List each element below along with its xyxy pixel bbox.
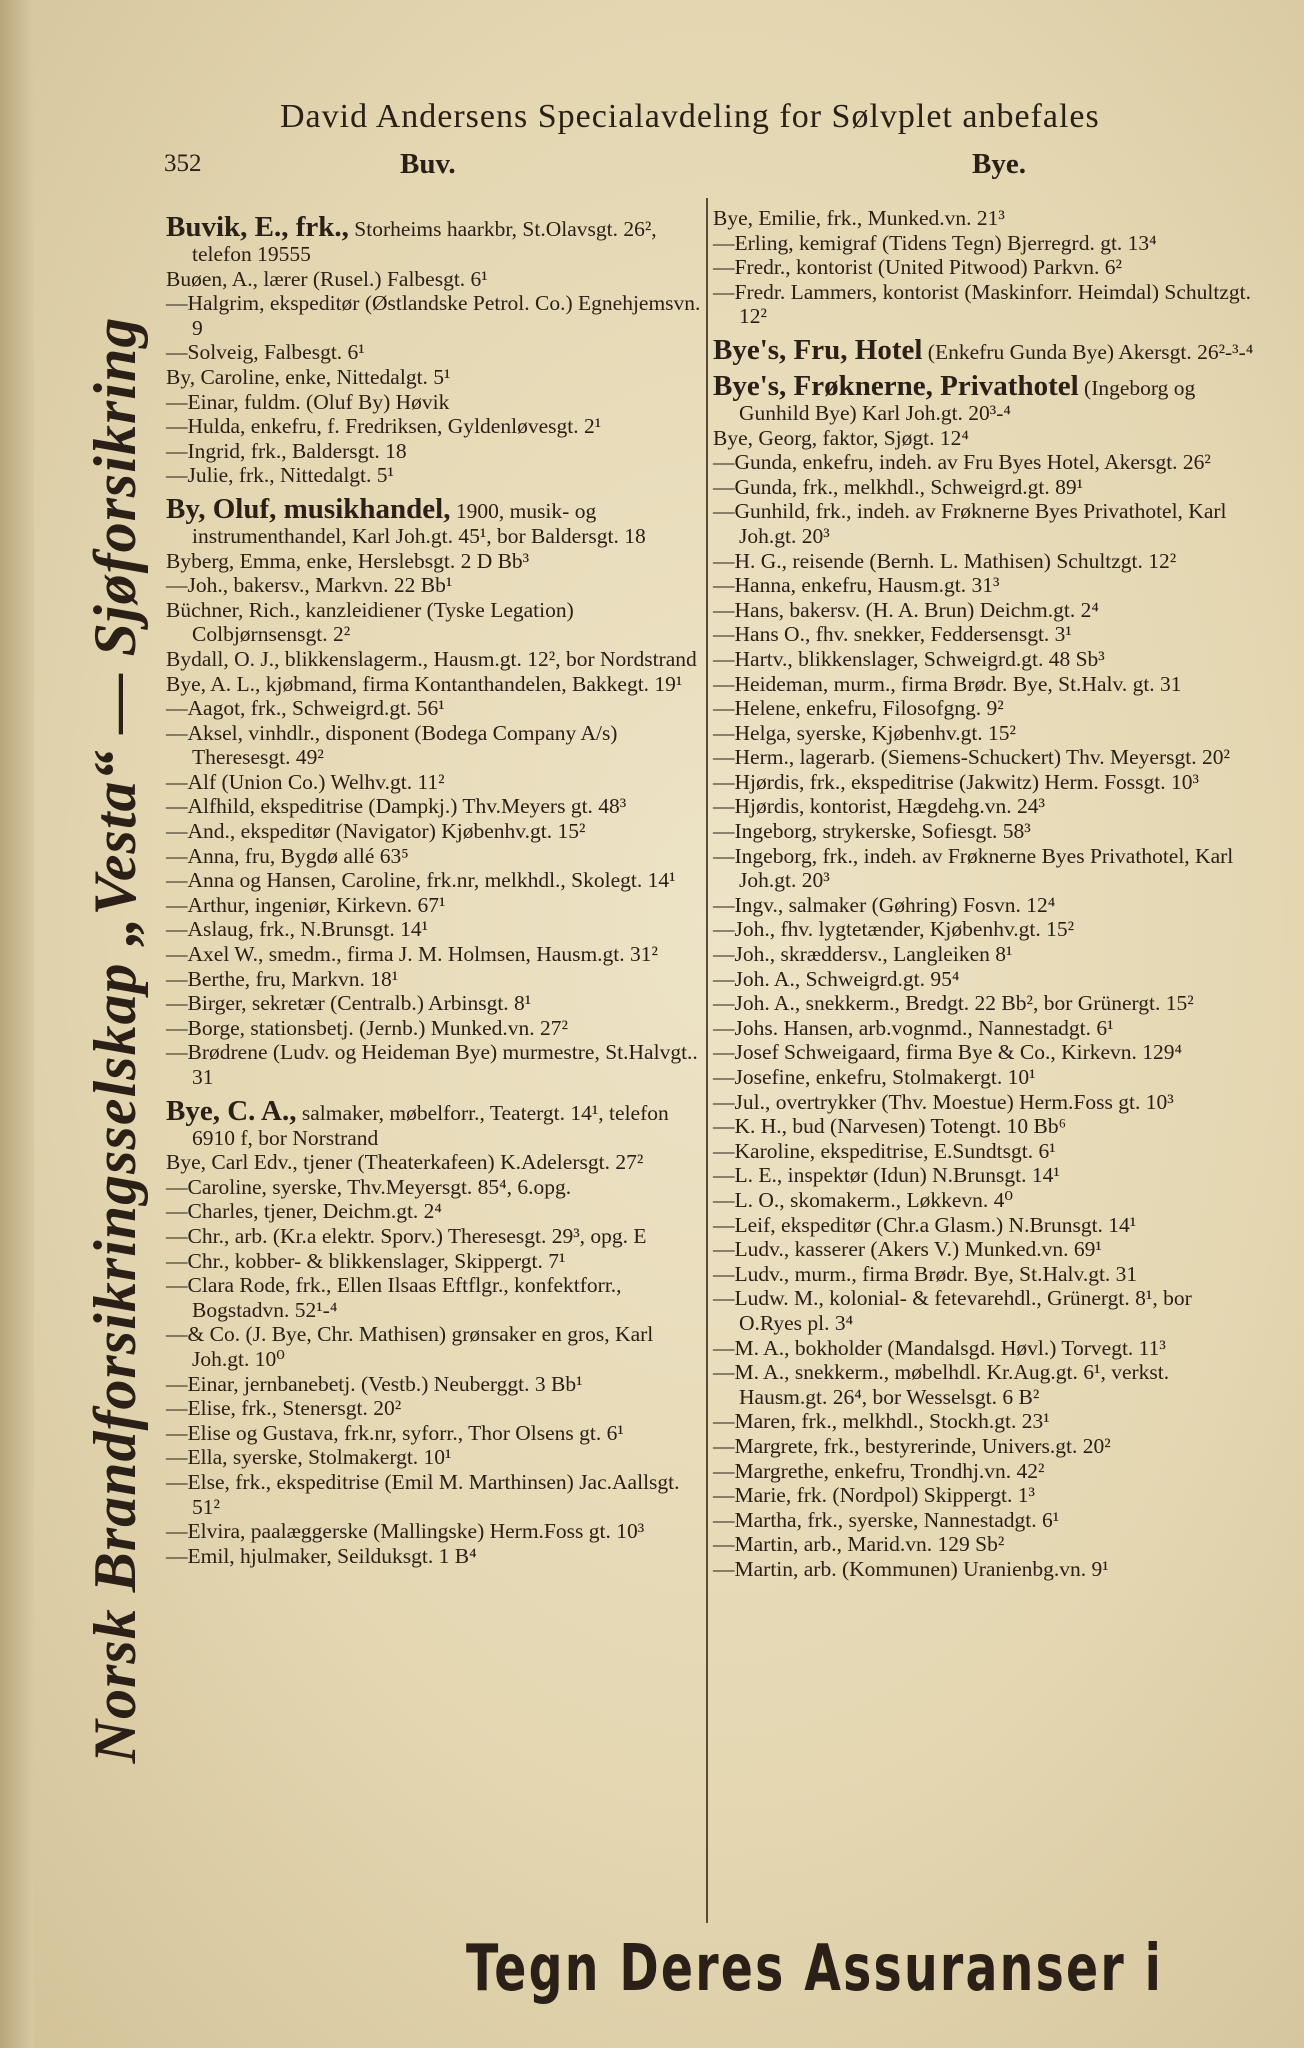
entry-text: (Ingeborg og Gunhild Bye) Karl Joh.gt. 20³-⁴ bbox=[739, 375, 1196, 425]
directory-entry bbox=[713, 794, 1258, 819]
directory-entry bbox=[713, 206, 1258, 231]
directory-entry bbox=[713, 819, 1258, 844]
entry-text: Bye, Emilie, frk., Munked.vn. 21³ bbox=[713, 206, 1005, 230]
directory-entry bbox=[166, 1150, 711, 1175]
entry-name: Bye, C. A., bbox=[166, 1094, 297, 1127]
directory-entry bbox=[713, 1163, 1258, 1188]
entry-text: —Arthur, ingeniør, Kirkevn. 67¹ bbox=[166, 892, 446, 917]
entry-text: —Hans, bakersv. (H. A. Brun) Deichm.gt. 2⁴ bbox=[713, 597, 1099, 622]
entry-text: —Borge, stationsbetj. (Jernb.) Munked.vn. 27² bbox=[166, 1015, 568, 1040]
entry-text: —Joh. A., snekkerm., Bredgt. 22 Bb², bor Grünergt. 15² bbox=[713, 991, 1194, 1016]
entry-text: —Chr., arb. (Kr.a elektr. Sporv.) Theresesgt. 29³, opg. E bbox=[166, 1223, 647, 1248]
directory-entry bbox=[166, 1322, 711, 1371]
entry-text: —Ingrid, frk., Baldersgt. 18 bbox=[166, 438, 407, 463]
directory-entry bbox=[713, 1188, 1258, 1213]
entry-text: —Johs. Hansen, arb.vognmd., Nannestadgt. 6¹ bbox=[713, 1015, 1114, 1040]
entry-text: —Ingv., salmaker (Gøhring) Fosvn. 12⁴ bbox=[713, 892, 1056, 917]
entry-text: 1900, musik- og instrumenthandel, Karl Joh.gt. 45¹, bor Baldersgt. 18 bbox=[192, 498, 646, 548]
entry-text: —Josefine, enkefru, Stolmakergt. 10¹ bbox=[713, 1065, 1036, 1089]
entry-text: —Else, frk., ekspeditrise (Emil M. Marthinsen) Jac.Aallsgt. 51² bbox=[166, 1469, 680, 1519]
directory-entry bbox=[713, 280, 1258, 329]
directory-entry bbox=[166, 414, 711, 439]
entry-text: —M. A., bokholder (Mandalsgd. Høvl.) Torvegt. 11³ bbox=[713, 1335, 1166, 1360]
directory-entry bbox=[713, 549, 1258, 574]
page-number: 352 bbox=[164, 150, 202, 177]
entry-text: Bye, Carl Edv., tjener (Theaterkafeen) K.Adelersgt. 27² bbox=[166, 1150, 644, 1175]
directory-entry bbox=[166, 573, 711, 598]
directory-entry bbox=[713, 967, 1258, 992]
entry-text: —Ingeborg, strykerske, Sofiesgt. 58³ bbox=[713, 819, 1031, 844]
directory-entry bbox=[713, 1508, 1258, 1533]
directory-entry bbox=[166, 1224, 711, 1249]
entry-text: —Alfhild, ekspeditrise (Dampkj.) Thv.Meyers gt. 48³ bbox=[166, 794, 627, 819]
entry-text: —Clara Rode, frk., Ellen Ilsaas Eftflgr., konfektforr., Bogstadvn. 52¹-⁴ bbox=[166, 1273, 622, 1322]
entry-text: —Elise, frk., Stenersgt. 20² bbox=[166, 1396, 402, 1421]
directory-entry bbox=[713, 622, 1258, 647]
entry-text: —Herm., lagerarb. (Siemens-Schuckert) Thv. Meyersgt. 20² bbox=[713, 745, 1230, 770]
directory-entry bbox=[713, 1090, 1258, 1115]
directory-entry bbox=[166, 365, 711, 390]
directory-entry bbox=[713, 1532, 1258, 1557]
entry-text: —Hartv., blikkenslager, Schweigrd.gt. 48 Sb³ bbox=[713, 646, 1105, 671]
directory-entry bbox=[166, 991, 711, 1016]
entry-text: Storheims haarkbr, St.Olavsgt. 26², telefon 19555 bbox=[192, 217, 657, 266]
directory-entry bbox=[166, 291, 711, 340]
entry-text: —Gunda, enkefru, indeh. av Fru Byes Hotel, Akersgt. 26² bbox=[713, 450, 1211, 475]
directory-entry bbox=[713, 573, 1258, 598]
directory-entry bbox=[713, 1065, 1258, 1090]
directory-entry bbox=[713, 1114, 1258, 1139]
directory-entry bbox=[713, 255, 1258, 280]
directory-entry bbox=[166, 868, 711, 893]
directory-entry bbox=[713, 598, 1258, 623]
entry-text: —Aagot, frk., Schweigrd.gt. 56¹ bbox=[166, 696, 445, 721]
directory-entry bbox=[166, 1273, 711, 1322]
entry-text: —Alf (Union Co.) Welhv.gt. 11² bbox=[166, 769, 445, 794]
directory-entry bbox=[166, 819, 711, 844]
entry-text: —Ludw. M., kolonial- & fetevarehdl., Grünergt. 8¹, bor O.Ryes pl. 3⁴ bbox=[713, 1286, 1192, 1335]
directory-entry bbox=[713, 991, 1258, 1016]
directory-entry bbox=[166, 439, 711, 464]
directory-entry bbox=[166, 770, 711, 795]
directory-entry bbox=[713, 1434, 1258, 1459]
entry-text: Bydall, O. J., blikkenslagerm., Hausm.gt. 12², bor Nordstrand bbox=[166, 646, 697, 671]
directory-entry bbox=[166, 1199, 711, 1224]
directory-entry bbox=[713, 1360, 1258, 1409]
entry-text: —Elvira, paalæggerske (Mallingske) Herm.Foss gt. 10³ bbox=[166, 1519, 645, 1544]
right-column-heading: Bye. bbox=[972, 148, 1026, 180]
directory-entry bbox=[713, 1262, 1258, 1287]
page-edge bbox=[0, 0, 34, 2048]
entry-name: Bye's, Fru, Hotel bbox=[713, 333, 923, 366]
entry-text: (Enkefru Gunda Bye) Akersgt. 26²-³-⁴ bbox=[922, 339, 1254, 364]
directory-entry bbox=[713, 1139, 1258, 1164]
directory-entry bbox=[166, 494, 711, 549]
directory-entry bbox=[713, 917, 1258, 942]
directory-entry bbox=[713, 893, 1258, 918]
entry-text: —H. G., reisende (Bernh. L. Mathisen) Schultzgt. 12² bbox=[713, 548, 1177, 573]
directory-entry bbox=[713, 1557, 1258, 1582]
directory-entry bbox=[713, 371, 1258, 426]
entry-text: —Charles, tjener, Deichm.gt. 2⁴ bbox=[166, 1199, 442, 1224]
entry-text: Bye, Georg, faktor, Sjøgt. 12⁴ bbox=[713, 425, 969, 450]
entry-text: —Gunda, frk., melkhdl., Schweigrd.gt. 89¹ bbox=[713, 474, 1084, 499]
entry-text: —Brødrene (Ludv. og Heideman Bye) murmestre, St.Halvgt.. 31 bbox=[166, 1040, 698, 1089]
directory-entry bbox=[166, 463, 711, 488]
directory-entry bbox=[166, 1175, 711, 1200]
directory-entry bbox=[713, 426, 1258, 451]
entry-text: Bye, A. L., kjøbmand, firma Kontanthandelen, Bakkegt. 19¹ bbox=[166, 671, 683, 696]
entry-text: —Heideman, murm., firma Brødr. Bye, St.Halv. gt. 31 bbox=[713, 671, 1182, 696]
header-banner: David Andersens Specialavdeling for Sølvplet anbefales bbox=[280, 98, 1100, 135]
directory-entry bbox=[713, 475, 1258, 500]
entry-text: —Caroline, syerske, Thv.Meyersgt. 85⁴, 6.opg. bbox=[166, 1174, 572, 1199]
entry-name: Buvik, E., frk., bbox=[166, 211, 349, 243]
directory-entry bbox=[166, 340, 711, 365]
entry-text: —Halgrim, ekspeditør (Østlandske Petrol. Co.) Egnehjemsvn. 9 bbox=[166, 291, 701, 340]
directory-entry bbox=[166, 1372, 711, 1397]
entry-text: —L. O., skomakerm., Løkkevn. 4⁰ bbox=[713, 1187, 1014, 1212]
directory-entry bbox=[166, 598, 711, 647]
entry-text: —Marie, frk. (Nordpol) Skippergt. 1³ bbox=[713, 1483, 1035, 1508]
entry-text: —Julie, frk., Nittedalgt. 5¹ bbox=[166, 463, 394, 488]
directory-entry bbox=[713, 721, 1258, 746]
directory-entry bbox=[166, 1016, 711, 1041]
entry-text: —Hanna, enkefru, Hausm.gt. 31³ bbox=[713, 573, 1000, 598]
directory-entry bbox=[166, 1249, 711, 1274]
entry-text: —Anna og Hansen, Caroline, frk.nr, melkhdl., Skolegt. 14¹ bbox=[166, 868, 676, 893]
directory-entry bbox=[713, 1213, 1258, 1238]
directory-entry bbox=[713, 231, 1258, 256]
directory-entry bbox=[166, 844, 711, 869]
directory-entry bbox=[166, 1445, 711, 1470]
directory-entry bbox=[166, 942, 711, 967]
directory-entry bbox=[166, 967, 711, 992]
directory-entry bbox=[166, 212, 711, 267]
entry-text: —Ludv., kasserer (Akers V.) Munked.vn. 69¹ bbox=[713, 1237, 1102, 1262]
entry-text: —Anna, fru, Bygdø allé 63⁵ bbox=[166, 843, 409, 868]
entry-text: —Emil, hjulmaker, Seilduksgt. 1 B⁴ bbox=[166, 1543, 477, 1568]
entry-text: —Erling, kemigraf (Tidens Tegn) Bjerregrd. gt. 13⁴ bbox=[713, 230, 1157, 255]
entry-text: —Joh., bakersv., Markvn. 22 Bb¹ bbox=[166, 573, 453, 598]
entry-text: —Hjørdis, kontorist, Hægdehg.vn. 24³ bbox=[713, 794, 1045, 819]
entry-text: —Helene, enkefru, Filosofgng. 9² bbox=[713, 696, 1004, 721]
entry-text: —K. H., bud (Narvesen) Totengt. 10 Bb⁶ bbox=[713, 1114, 1067, 1139]
directory-entry bbox=[166, 1470, 711, 1519]
entry-text: —Ludv., murm., firma Brødr. Bye, St.Halv.gt. 31 bbox=[713, 1261, 1138, 1286]
entry-text: —Chr., kobber- & blikkenslager, Skippergt. 7¹ bbox=[166, 1248, 566, 1273]
entry-text: —Karoline, ekspeditrise, E.Sundtsgt. 6¹ bbox=[713, 1138, 1056, 1163]
entry-text: —And., ekspeditør (Navigator) Kjøbenhv.gt. 15² bbox=[166, 819, 586, 844]
directory-entry bbox=[166, 1544, 711, 1569]
entry-text: —Josef Schweigaard, firma Bye & Co., Kirkevn. 129⁴ bbox=[713, 1040, 1183, 1065]
left-column-heading: Buv. bbox=[400, 148, 456, 180]
directory-entry bbox=[713, 745, 1258, 770]
entry-text: Buøen, A., lærer (Rusel.) Falbesgt. 6¹ bbox=[166, 266, 488, 291]
entry-text: —Margrete, frk., bestyrerinde, Univers.gt. 20² bbox=[713, 1433, 1111, 1458]
entry-text: —Axel W., smedm., firma J. M. Holmsen, Hausm.gt. 31² bbox=[166, 942, 658, 967]
entry-text: By, Caroline, enke, Nittedalgt. 5¹ bbox=[166, 364, 451, 389]
directory-entry bbox=[166, 267, 711, 292]
entry-text: —Joh., skræddersv., Langleiken 8¹ bbox=[713, 942, 1013, 967]
directory-entry bbox=[713, 770, 1258, 795]
entry-text: —Helga, syerske, Kjøbenhv.gt. 15² bbox=[713, 720, 1017, 745]
entry-text: —Aksel, vinhdlr., disponent (Bodega Company A/s) Theresesgt. 49² bbox=[166, 720, 618, 770]
directory-entry bbox=[713, 647, 1258, 672]
entry-name: By, Oluf, musikhandel, bbox=[166, 492, 451, 525]
side-advertisement: Norsk Brandforsikringsselskap „Vesta“ — Sjøforsikring bbox=[82, 316, 148, 1764]
footer-advertisement: Tegn Deres Assuranser i bbox=[466, 1932, 1164, 2006]
entry-text: —Leif, ekspeditør (Chr.a Glasm.) N.Brunsgt. 14¹ bbox=[713, 1212, 1137, 1237]
entry-text: —Joh., fhv. lygtetænder, Kjøbenhv.gt. 15² bbox=[713, 917, 1075, 942]
directory-entry bbox=[166, 794, 711, 819]
entry-text: —Fredr. Lammers, kontorist (Maskinforr. Heimdal) Schultzgt. 12² bbox=[713, 279, 1252, 329]
entry-text: Büchner, Rich., kanzleidiener (Tyske Legation) Colbjørnsensgt. 2² bbox=[166, 597, 574, 647]
directory-entry bbox=[166, 696, 711, 721]
entry-text: —Einar, fuldm. (Oluf By) Høvik bbox=[166, 389, 450, 414]
directory-entry bbox=[166, 893, 711, 918]
directory-entry bbox=[166, 1396, 711, 1421]
entry-text: Byberg, Emma, enke, Herslebsgt. 2 D Bb³ bbox=[166, 548, 530, 573]
entry-text: —Ella, syerske, Stolmakergt. 10¹ bbox=[166, 1445, 452, 1470]
directory-entry bbox=[713, 335, 1258, 365]
directory-entry bbox=[166, 917, 711, 942]
right-column bbox=[713, 206, 1258, 1581]
entry-text: —Aslaug, frk., N.Brunsgt. 14¹ bbox=[166, 917, 429, 942]
entry-text: —Hjørdis, frk., ekspeditrise (Jakwitz) Herm. Fossgt. 10³ bbox=[713, 769, 1199, 794]
directory-entry bbox=[166, 721, 711, 770]
left-column bbox=[166, 206, 711, 1568]
entry-text: —Fredr., kontorist (United Pitwood) Parkvn. 6² bbox=[713, 255, 1122, 280]
directory-entry bbox=[166, 1519, 711, 1544]
entry-text: salmaker, møbelforr., Teatergt. 14¹, telefon 6910 f, bor Norstrand bbox=[192, 1100, 669, 1150]
entry-text: —L. E., inspektør (Idun) N.Brunsgt. 14¹ bbox=[713, 1163, 1060, 1188]
directory-entry bbox=[713, 1483, 1258, 1508]
directory-entry bbox=[713, 1409, 1258, 1434]
directory-entry bbox=[713, 1459, 1258, 1484]
directory-entry bbox=[713, 1336, 1258, 1361]
directory-entry bbox=[713, 942, 1258, 967]
entry-text: —Martin, arb., Marid.vn. 129 Sb² bbox=[713, 1532, 1005, 1557]
entry-text: —Einar, jernbanebetj. (Vestb.) Neuberggt. 3 Bb¹ bbox=[166, 1371, 583, 1396]
entry-name: Bye's, Frøknerne, Privathotel bbox=[713, 369, 1079, 402]
directory-entry bbox=[713, 844, 1258, 893]
entry-text: —Maren, frk., melkhdl., Stockh.gt. 23¹ bbox=[713, 1409, 1050, 1434]
entry-text: —Martha, frk., syerske, Nannestadgt. 6¹ bbox=[713, 1507, 1060, 1532]
directory-entry bbox=[166, 672, 711, 697]
entry-text: —& Co. (J. Bye, Chr. Mathisen) grønsaker en gros, Karl Joh.gt. 10⁰ bbox=[166, 1322, 654, 1371]
directory-entry bbox=[713, 1286, 1258, 1335]
entry-text: —Birger, sekretær (Centralb.) Arbinsgt. 8¹ bbox=[166, 991, 532, 1016]
entry-text: —Martin, arb. (Kommunen) Uranienbg.vn. 9¹ bbox=[713, 1556, 1109, 1581]
entry-text: —Ingeborg, frk., indeh. av Frøknerne Byes Privathotel, Karl Joh.gt. 20³ bbox=[713, 843, 1234, 893]
directory-entry bbox=[713, 1040, 1258, 1065]
entry-text: —Gunhild, frk., indeh. av Frøknerne Byes Privathotel, Karl Joh.gt. 20³ bbox=[713, 499, 1227, 548]
entry-text: —Elise og Gustava, frk.nr, syforr., Thor Olsens gt. 6¹ bbox=[166, 1420, 624, 1445]
directory-entry bbox=[166, 1421, 711, 1446]
directory-entry bbox=[166, 549, 711, 574]
entry-text: —Margrethe, enkefru, Trondhj.vn. 42² bbox=[713, 1458, 1045, 1483]
entry-text: —Solveig, Falbesgt. 6¹ bbox=[166, 340, 365, 365]
directory-entry bbox=[713, 1016, 1258, 1041]
entry-text: —Hans O., fhv. snekker, Feddersensgt. 3¹ bbox=[713, 622, 1072, 647]
directory-entry bbox=[713, 450, 1258, 475]
entry-text: —Berthe, fru, Markvn. 18¹ bbox=[166, 966, 399, 991]
directory-entry bbox=[713, 672, 1258, 697]
directory-entry bbox=[713, 696, 1258, 721]
entry-text: —Jul., overtrykker (Thv. Moestue) Herm.Foss gt. 10³ bbox=[713, 1089, 1174, 1114]
entry-text: —Hulda, enkefru, f. Fredriksen, Gyldenløvesgt. 2¹ bbox=[166, 414, 602, 439]
directory-entry bbox=[166, 390, 711, 415]
entry-text: —M. A., snekkerm., møbelhdl. Kr.Aug.gt. 6¹, verkst. Hausm.gt. 26⁴, bor Wesselsgt. 6 B² bbox=[713, 1360, 1170, 1409]
directory-entry bbox=[713, 499, 1258, 548]
entry-text: —Joh. A., Schweigrd.gt. 95⁴ bbox=[713, 966, 960, 991]
directory-entry bbox=[166, 1040, 711, 1089]
directory-entry bbox=[166, 1096, 711, 1151]
directory-entry bbox=[713, 1237, 1258, 1262]
directory-entry bbox=[166, 647, 711, 672]
